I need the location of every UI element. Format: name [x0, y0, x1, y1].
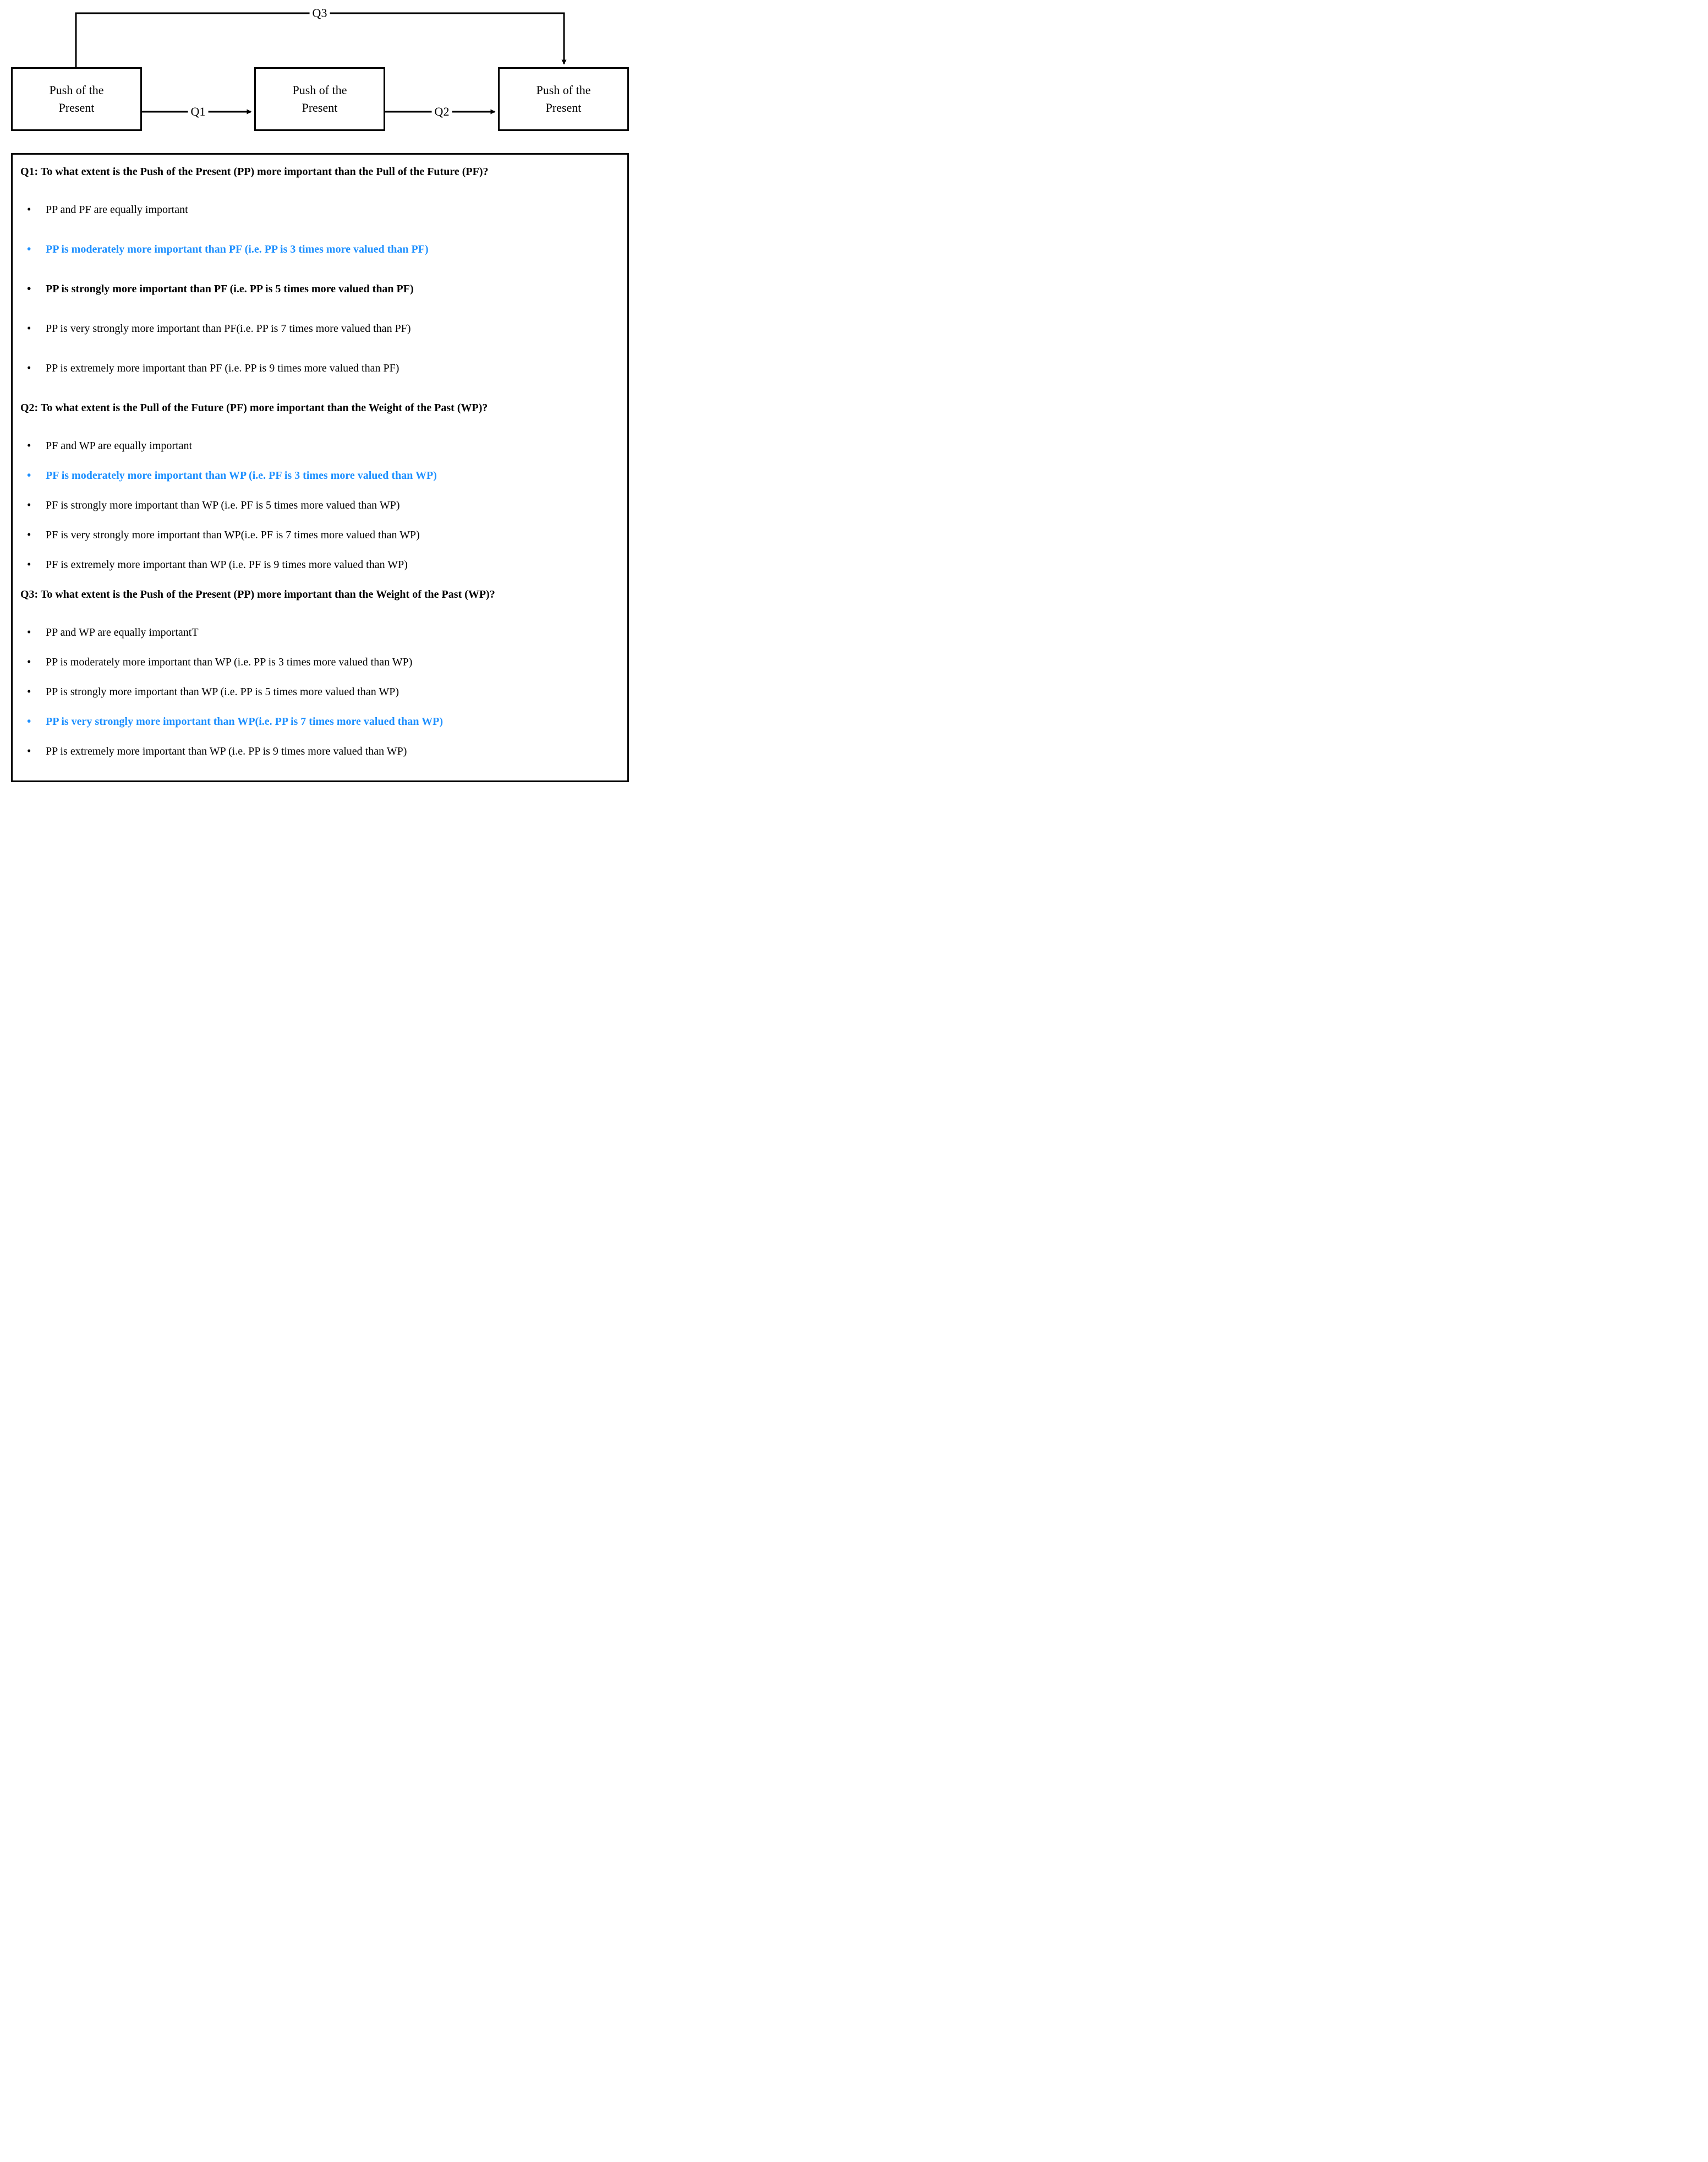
question-block-q3: [20, 587, 613, 758]
option-item[interactable]: [20, 625, 613, 640]
bullet-icon: •: [27, 439, 31, 452]
option-text: PP is moderately more important than PF (i.e. PP is 3 times more valued than PF): [46, 243, 429, 255]
option-item[interactable]: [20, 714, 613, 729]
bullet-icon: •: [27, 498, 31, 511]
flow-diagram: [11, 3, 629, 134]
option-text: PF and WP are equally important: [46, 440, 193, 452]
bullet-icon: •: [27, 625, 31, 638]
diagram-node-push-present-1: [11, 67, 142, 131]
edge-label-q2: Q2: [432, 105, 452, 118]
edge-label-q3: Q3: [310, 7, 330, 20]
option-text: PP is extremely more important than WP (i.e. PP is 9 times more valued than WP): [46, 745, 407, 757]
option-text: PF is very strongly more important than WP(i.e. PF is 7 times more valued than WP): [46, 529, 420, 541]
option-text: PP is very strongly more important than WP(i.e. PP is 7 times more valued than WP): [46, 716, 443, 728]
page: [0, 0, 640, 798]
bullet-icon: •: [27, 203, 31, 216]
options-list-q1: [20, 203, 613, 375]
bullet-icon: •: [27, 282, 31, 295]
options-list-q2: [20, 439, 613, 572]
options-list-q3: [20, 625, 613, 758]
bullet-icon: •: [27, 744, 31, 757]
option-text: PP is extremely more important than PF (i.e. PP is 9 times more valued than PF): [46, 362, 399, 374]
option-item[interactable]: [20, 361, 613, 375]
question-block-q1: [20, 165, 613, 375]
option-text: PP is strongly more important than PF (i.e. PP is 5 times more valued than PF): [46, 283, 414, 295]
option-text: PP and WP are equally importantT: [46, 626, 199, 638]
questionnaire-panel: [11, 153, 629, 782]
option-item[interactable]: [20, 744, 613, 758]
option-item[interactable]: [20, 242, 613, 256]
diagram-node-push-present-3: [498, 67, 629, 131]
diagram-node-label: Push of the Present: [292, 83, 347, 114]
question-block-q2: [20, 401, 613, 572]
bullet-icon: •: [27, 321, 31, 335]
bullet-icon: •: [27, 655, 31, 668]
question-header-q3: Q3: To what extent is the Push of the Present (PP) more important than the Weight of the Past (WP)?: [20, 588, 495, 600]
option-item[interactable]: [20, 558, 613, 572]
option-text: PP is very strongly more important than PF(i.e. PP is 7 times more valued than PF): [46, 323, 411, 335]
bullet-icon: •: [27, 685, 31, 698]
bullet-icon: •: [27, 528, 31, 541]
question-header-q2: Q2: To what extent is the Pull of the Future (PF) more important than the Weight of the Past (WP)?: [20, 402, 488, 414]
option-item[interactable]: [20, 203, 613, 217]
option-text: PP and PF are equally important: [46, 204, 188, 216]
bullet-icon: •: [27, 242, 31, 255]
option-item[interactable]: [20, 321, 613, 336]
option-text: PF is strongly more important than WP (i.e. PF is 5 times more valued than WP): [46, 499, 400, 511]
bullet-icon: •: [27, 468, 31, 482]
option-item[interactable]: [20, 468, 613, 483]
option-text: PF is moderately more important than WP (i.e. PF is 3 times more valued than WP): [46, 469, 437, 482]
option-item[interactable]: [20, 282, 613, 296]
bullet-icon: •: [27, 558, 31, 571]
option-text: PP is moderately more important than WP (i.e. PP is 3 times more valued than WP): [46, 656, 413, 668]
edge-label-q1: Q1: [188, 105, 209, 118]
bullet-icon: •: [27, 714, 31, 728]
option-text: PF is extremely more important than WP (i.e. PF is 9 times more valued than WP): [46, 559, 408, 571]
option-item[interactable]: [20, 439, 613, 453]
option-item[interactable]: [20, 685, 613, 699]
diagram-node-label: Push of the Present: [49, 83, 104, 114]
diagram-node-push-present-2: [254, 67, 385, 131]
question-header-q1: Q1: To what extent is the Push of the Present (PP) more important than the Pull of the Future (PF)?: [20, 166, 489, 178]
option-item[interactable]: [20, 528, 613, 542]
bullet-icon: •: [27, 361, 31, 374]
option-text: PP is strongly more important than WP (i.e. PP is 5 times more valued than WP): [46, 686, 399, 698]
diagram-node-label: Push of the Present: [536, 83, 591, 114]
option-item[interactable]: [20, 655, 613, 669]
option-item[interactable]: [20, 498, 613, 512]
